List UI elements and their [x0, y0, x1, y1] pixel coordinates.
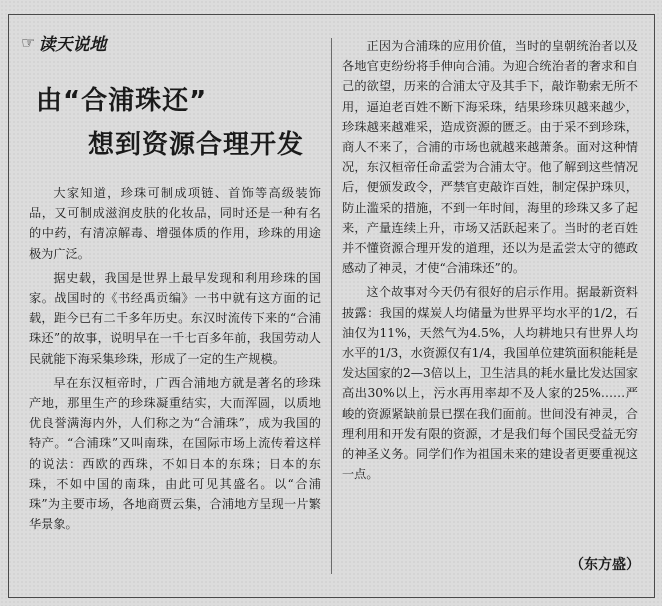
column-divider [331, 38, 332, 574]
headline-line-2: 想到资源合理开发 [88, 130, 305, 160]
paragraph: 大家知道，珍珠可制成项链、首饰等高级装饰品，又可制成滋润皮肤的化妆品，同时还是一种有名的中药，有清凉解毒、增强体质的作用，珍珠的用途极为广泛。 [29, 186, 321, 261]
paragraph: 据史载，我国是世界上最早发现和利用珍珠的国家。战国时的《书经禹贡编》一书中就有这方面的记载，距今已有二千多年历史。东汉时流传下来的“合浦珠还”的故事，说明早在一千七百多年前，我国劳动人民就能下海采集珍珠，形成了一定的生产规模。 [29, 270, 321, 366]
column-label [21, 30, 106, 55]
paragraph: 早在东汉桓帝时，广西合浦地方就是著名的珍珠产地，那里生产的珍珠凝重结实，大而浑圆，以质地优良誉满海内外，人们称之为“合浦珠”，成为我国的特产。“合浦珠”又叫南珠，在国际市场上流传着这样的说法：西欧的西珠，不如日本的东珠；日本的东珠，不如中国的南珠，由此可见其盛名。以“合浦珠”为主要市场，各地商贾云集，合浦地方呈现一片繁华景象。 [29, 375, 321, 532]
author-byline: （东方盛） [570, 557, 640, 573]
right-column [342, 36, 638, 488]
left-column [29, 183, 321, 538]
pointing-hand-icon: ☞ [21, 33, 36, 52]
headline-line-1: 由“合浦珠还” [36, 86, 208, 116]
column-label-text: 读天说地 [38, 35, 107, 55]
paragraph: 正因为合浦珠的应用价值，当时的皇朝统治者以及各地官吏纷纷将手伸向合浦。为迎合统治者的奢求和自己的欲望，历来的合浦太守及其手下，敲诈勒索无所不用，逼迫老百姓不断下海采珠，结果珍珠贝越来越少，珍珠越来越难采，造成资源的匮乏。由于采不到珍珠，商人不来了，合浦的市场也就越来越萧条。面对这种情况，东汉桓帝任命孟尝为合浦太守。他了解到这些情况后，便颁发政令，严禁官吏敲诈百姓，制定保护珠贝，防止滥采的措施，不到一年时间，海里的珍珠又多了起来，产量连续上升，市场又活跃起来了。当时的老百姓并不懂资源合理开发的道理，还以为是孟尝太守的德政感动了神灵，才使“合浦珠还”的。 [342, 39, 638, 276]
paragraph: 这个故事对今天仍有很好的启示作用。据最新资料披露：我国的煤炭人均储量为世界平均水平的1/2，石油仅为11%，天然气为4.5%，人均耕地只有世界人均水平的1/3，水资源仅有1/4，我国单位建筑面积能耗是发达国家的2—3倍以上，卫生洁具的耗水量比发达国家高出30%以上，污水再用率却不及人家的25%……严峻的资源紧缺前景已摆在我们面前。世间没有神灵，合理利用和开发有限的资源，才是我们每个国民受益无穷的神圣义务。同学们作为祖国未来的建设者更要重视这一点。 [342, 285, 638, 482]
